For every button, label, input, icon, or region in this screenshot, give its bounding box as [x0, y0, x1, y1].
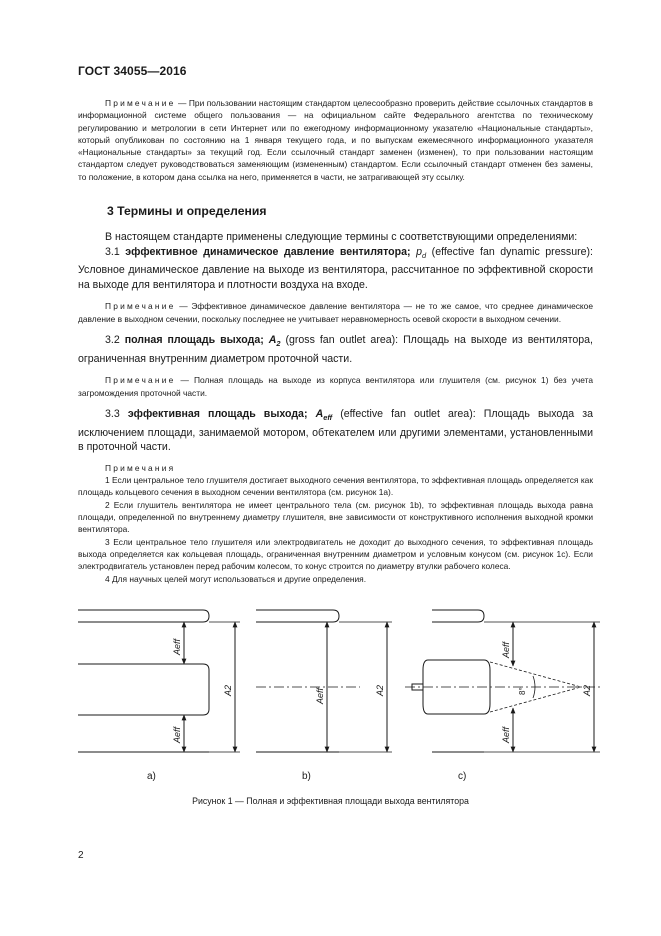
angle-label: 8° — [518, 687, 527, 695]
term-3-3: 3.3 эффективная площадь выхода; $A_{eff}$ (effective fan outlet area): Площадь выхода за исключением площади, занимаемой мотором, обтекателем или другими элементами, установленными в проточной части. — [78, 407, 593, 454]
section-intro: В настоящем стандарте применены следующие термины с соответствующими определениями: — [105, 231, 578, 243]
label-a: a) — [147, 771, 156, 782]
diagram-b — [256, 610, 392, 752]
dim-aeff-a-bottom: Aeff — [172, 726, 182, 743]
note-item-4: 4 Для научных целей могут использоваться и другие определения. — [105, 573, 367, 584]
term-3-2-name: полная площадь выхода; — [124, 334, 269, 347]
diagram-a — [78, 610, 240, 752]
dim-aeff-c-top: Aeff — [501, 641, 511, 658]
term-3-2-note: Примечание — Полная площадь на выходе из корпуса вентилятора или глушителя (см. рисунок 1) без учета загромождения проточной части. — [78, 375, 593, 398]
dim-a2-a: A2 — [223, 684, 233, 696]
figure-caption: Рисунок 1 — Полная и эффективная площади выхода вентилятора — [192, 796, 469, 806]
note-body: — При пользовании настоящим стандартом целесообразно проверить действие ссылочных стандартов в информационной системе общего пользования — на официальном сайте Федерального агентства по техническому регулированию и метрологии в сети Интернет или по ежегодному информационному указателю «Национальные стандарты», который опубликован по состоянию на 1 января текущего года, и по выпускам ежемесячного информационного указателя «Национальные стандарты» за текущий год. Если ссылочный стандарт заменен (изменен), то при пользовании настоящим стандартом следует руководствоваться заменяющим (измененным) стандартом. Если ссылочный стандарт отменен без замены, то положение, в котором дана ссылка на него, применяется в части, не затрагивающей эту ссылку. — [78, 98, 593, 182]
term-3-1-note: Примечание — Эффективное динамическое давление вентилятора — не то же самое, что среднее динамическое давление в выходном сечении, поскольку последнее не учитывает неравномерность осевой скорости в выходном сечении. — [78, 301, 593, 324]
term-3-3-name: эффективная площадь выхода; — [127, 407, 316, 420]
term-3-2: 3.2 полная площадь выхода; $A_2$ (gross fan outlet area): Площадь на выходе из вентилятора, ограниченная внутренним диаметром проточной части. — [78, 334, 593, 365]
section-body — [78, 230, 593, 585]
page-number: 2 — [78, 850, 84, 861]
note-item-2: 2 Если глушитель вентилятора не имеет центрального тела (см. рисунок 1b), то эффективная площадь выхода равна площади, определенной по внутреннему диаметру глушителя, вне зависимости от конструктивного исполнения выходной кромки вентилятора. — [78, 499, 593, 535]
section-title: 3 Термины и определения — [107, 204, 267, 218]
term-3-1: 3.1 эффективное динамическое давление вентилятора; $p_d$ (effective fan dynamic pressure): Условное динамическое давление на выходе из вентилятора, рассчитанное по эффективной скорости на выходе для вентилятора и плотности воздуха на входе. — [78, 245, 593, 291]
dim-aeff-c-bottom: Aeff — [501, 726, 511, 743]
note-item-1: 1 Если центральное тело глушителя достигает выходного сечения вентилятора, то эффективная площадь определяется как площадь кольцевого сечения в выходном сечении вентилятора (см. рисунок 1а). — [78, 475, 593, 498]
note-item-3: 3 Если центральное тело глушителя или электродвигатель не доходит до выходного сечения, то эффективная площадь выхода определяется как кольцевая площадь, ограниченная внутренним диаметром и условным конусом (см. рисунок 1с). Если электродвигатель установлен перед рабочим колесом, то конус строится по диаметру втулки рабочего колеса. — [78, 536, 593, 572]
term-3-1-name: эффективное динамическое давление вентилятора; — [125, 245, 417, 258]
label-b: b) — [302, 771, 311, 782]
dim-a2-c: A2 — [582, 684, 592, 696]
notes-title: Примечания — [105, 462, 176, 473]
intro-note — [78, 97, 593, 183]
note-label: Примечание — [105, 98, 176, 108]
document-header: ГОСТ 34055—2016 — [78, 64, 187, 78]
dim-a2-b: A2 — [375, 684, 385, 696]
dim-aeff-b: Aeff — [315, 687, 325, 704]
figure-1-diagram — [0, 600, 661, 795]
label-c: c) — [458, 771, 467, 782]
dim-aeff-a-top: Aeff — [172, 638, 182, 655]
